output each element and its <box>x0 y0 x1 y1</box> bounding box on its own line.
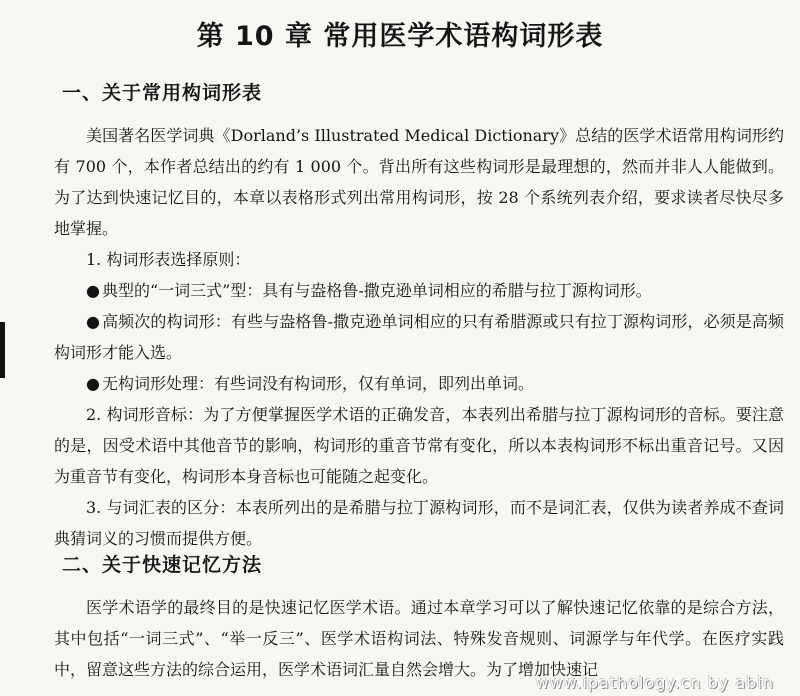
section1-body <box>54 120 784 554</box>
bullet-item-3 <box>54 368 784 399</box>
bullet-icon: ● <box>86 281 100 300</box>
bullet-text-2: 高频次的构词形：有些与盎格鲁-撒克逊单词相应的只有希腊源或只有拉丁源构词形，必须是高频构词形才能入选。 <box>54 312 784 362</box>
item2-paragraph: 2. 构词形音标：为了方便掌握医学术语的正确发音，本表列出希腊与拉丁源构词形的音标。要注意的是，因受术语中其他音节的影响，构词形的重音节常有变化，所以本表构词形不标出重音记号。又因为重音节有变化，构词形本身音标也可能随之起变化。 <box>54 405 784 486</box>
section2-body <box>54 592 784 685</box>
section-heading-1: 一、关于常用构词形表 <box>62 82 263 104</box>
bullet-text-3: 无构词形处理：有些词没有构词形，仅有单词，即列出单词。 <box>101 374 534 393</box>
item1-heading: 1. 构词形表选择原则： <box>86 250 251 269</box>
bullet-item-2 <box>54 306 784 368</box>
bullet-item-1 <box>54 275 784 306</box>
bullet-icon: ● <box>86 374 100 393</box>
section-heading-2: 二、关于快速记忆方法 <box>62 554 263 576</box>
margin-scan-mark <box>0 322 5 378</box>
bullet-icon: ● <box>86 312 101 331</box>
watermark: www.ipathology.cn by abin <box>535 673 774 692</box>
chapter-title: 第 10 章 常用医学术语构词形表 <box>196 21 604 52</box>
item3-paragraph: 3. 与词汇表的区分：本表所列出的是希腊与拉丁源构词形，而不是词汇表，仅供为读者养成不查词典猜词义的习惯而提供方便。 <box>54 498 784 548</box>
section2-paragraph: 医学术语学的最终目的是快速记忆医学术语。通过本章学习可以了解快速记忆依靠的是综合方法，其中包括“一词三式”、“举一反三”、医学术语构词法、特殊发音规则、词源学与年代学。在医疗实践中，留意这些方法的综合运用，医学术语词汇量自然会增大。为了增加快速记 <box>54 598 784 679</box>
intro-paragraph: 美国著名医学词典《Dorland’s Illustrated Medical Dictionary》总结的医学术语常用构词形约有 700 个，本作者总结出的约有 1 000 个。背出所有这些构词形是最理想的，然而并非人人能做到。为了达到快速记忆目的，本章以表格形式列出常用构词形，按 28 个系统列表介绍，要求读者尽快尽多地掌握。 <box>54 126 784 238</box>
bullet-text-1: 典型的“一词三式”型：具有与盎格鲁-撒克逊单词相应的希腊与拉丁源构词形。 <box>101 281 652 300</box>
